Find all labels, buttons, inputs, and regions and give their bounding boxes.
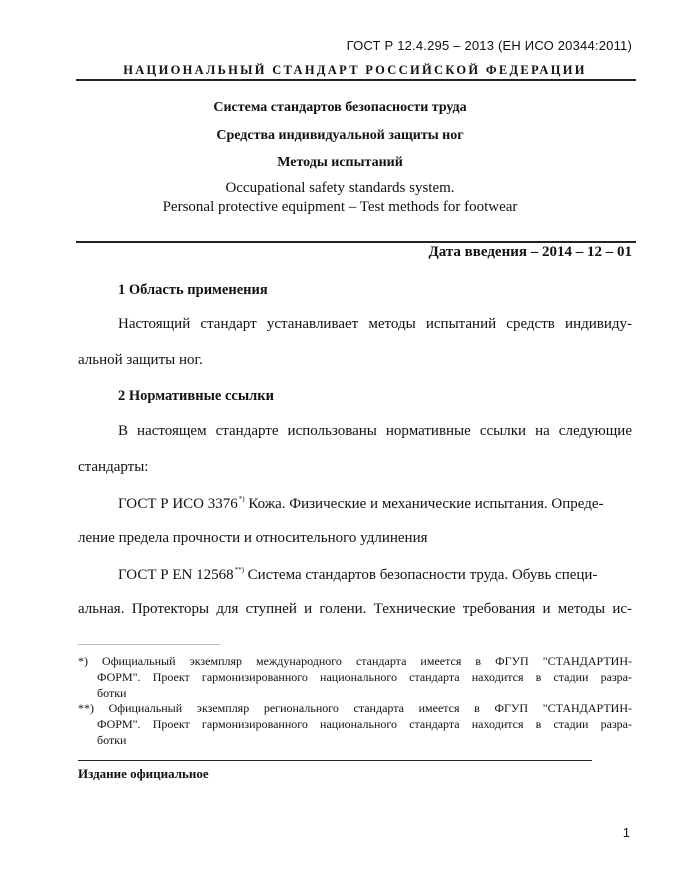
standard-code: ГОСТ Р 12.4.295 – 2013 (ЕН ИСО 20344:2011) (346, 38, 632, 53)
reference-2-line-2: альная. Протекторы для ступней и голени. Технические требования и методы ис- (78, 601, 632, 617)
section-1-text-line-2: альной защиты ног. (78, 352, 203, 368)
reference-2-title: Система стандартов безопасности труда. Обувь специ- (243, 567, 598, 583)
section-2-text-line-1: В настоящем стандарте использованы нормативные ссылки на следующие (118, 423, 632, 439)
title-english-2: Personal protective equipment – Test methods for footwear (162, 199, 518, 215)
footnote-2-line-3: ботки (97, 733, 127, 747)
title-methods: Методы испытаний (277, 155, 403, 170)
reference-1-line-2: ление предела прочности и относительного удлинения (78, 530, 428, 546)
reference-1-code: ГОСТ Р ИСО 3376 (118, 496, 238, 512)
footnote-separator (78, 644, 220, 645)
reference-2-line-1 (118, 566, 632, 584)
header-rule (76, 79, 636, 81)
title-ppe: Средства индивидуальной защиты ног (216, 128, 464, 143)
footnote-marker-2: **) (234, 566, 244, 574)
footnote-1-line-2: ФОРМ". Проект гармонизированного национального стандарта находится в стадии разра- (97, 670, 632, 684)
national-standard-banner: НАЦИОНАЛЬНЫЙ СТАНДАРТ РОССИЙСКОЙ ФЕДЕРАЦИИ (123, 63, 587, 77)
edition-rule (78, 760, 592, 761)
footnote-2-line-1: **) Официальный экземпляр регионального стандарта имеется в ФГУП "СТАНДАРТИН- (78, 701, 632, 715)
reference-2-code: ГОСТ Р EN 12568 (118, 567, 234, 583)
reference-1-title: Кожа. Физические и механические испытания. Опреде- (244, 496, 604, 512)
effective-date: Дата введения – 2014 – 12 – 01 (428, 244, 632, 260)
section-2-heading: 2 Нормативные ссылки (118, 388, 274, 404)
footnote-1-line-3: ботки (97, 686, 127, 700)
footnote-marker-1: *) (238, 495, 245, 503)
footnote-1-line-1: *) Официальный экземпляр международного стандарта имеется в ФГУП "СТАНДАРТИН- (78, 654, 632, 668)
footnote-2-line-2: ФОРМ". Проект гармонизированного национального стандарта находится в стадии разра- (97, 717, 632, 731)
title-english-1: Occupational safety standards system. (225, 180, 455, 196)
section-1-heading: 1 Область применения (118, 282, 268, 298)
reference-1-line-1 (118, 495, 632, 513)
page-number: 1 (622, 825, 630, 840)
section-1-text-line-1: Настоящий стандарт устанавливает методы испытаний средств индивиду- (118, 316, 632, 332)
section-2-text-line-2: стандарты: (78, 459, 149, 475)
title-rule (76, 241, 636, 243)
official-edition-label: Издание официальное (78, 766, 209, 781)
title-system: Система стандартов безопасности труда (213, 100, 467, 115)
